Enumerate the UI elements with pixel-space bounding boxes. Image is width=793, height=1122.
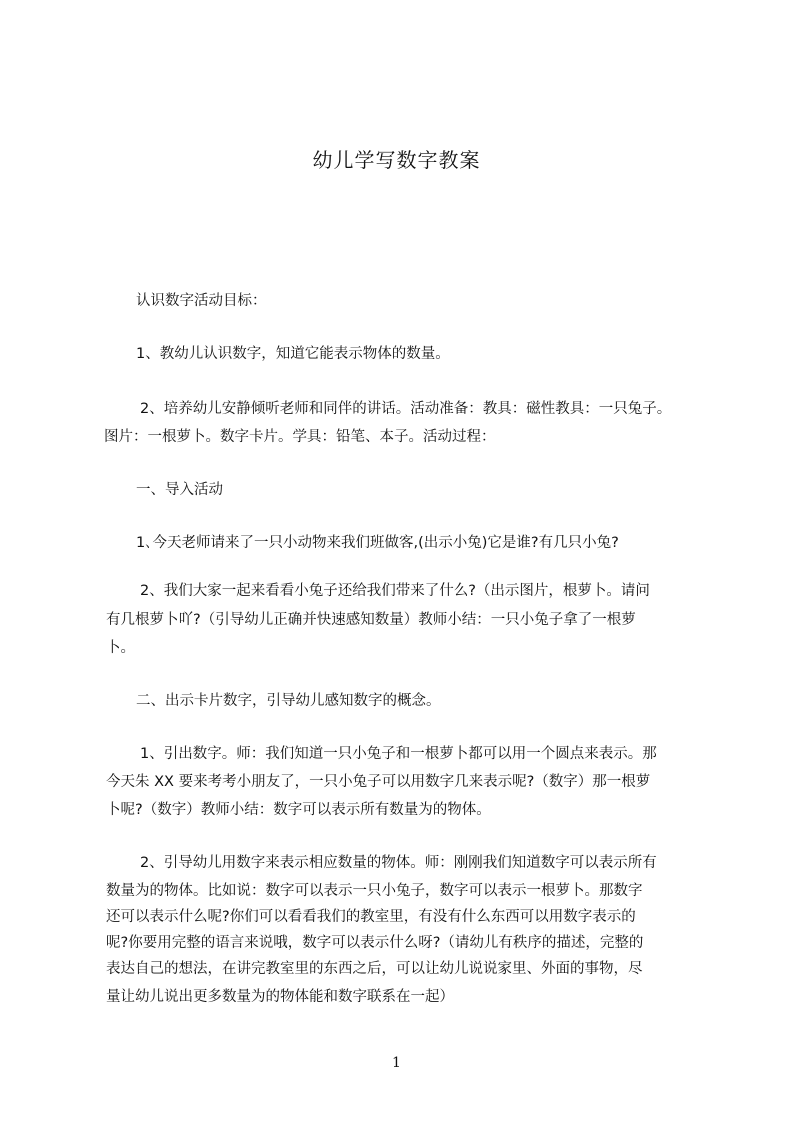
text-line: 卜。 xyxy=(106,640,135,656)
text-line: 今天朱 XX 要来考考小朋友了，一只小兔子可以用数字几来表示呢?（数字）那一根萝 xyxy=(106,774,651,790)
text-line: 还可以表示什么呢?你们可以看看我们的教室里，有没有什么东西可以用数字表示的 xyxy=(106,909,636,925)
document-title: 幼儿学写数字教案 xyxy=(312,148,481,172)
text-line: 呢?你要用完整的语言来说哦，数字可以表示什么呀?（请幼儿有秩序的描述，完整的 xyxy=(106,935,644,951)
text-line: 2、引导幼儿用数字来表示相应数量的物体。师：刚刚我们知道数字可以表示所有 xyxy=(140,855,657,871)
text-line: 1、引出数字。师：我们知道一只小兔子和一根萝卜都可以用一个圆点来表示。那 xyxy=(140,746,657,762)
page-number: 1 xyxy=(392,1055,401,1071)
text-line: 表达自己的想法，在讲完教室里的东西之后，可以让幼儿说说家里、外面的事物，尽 xyxy=(106,961,643,977)
section-heading-2: 二、出示卡片数字，引导幼儿感知数字的概念。 xyxy=(136,693,441,709)
text-line: 2、我们大家一起来看看小兔子还给我们带来了什么?（出示图片，根萝卜。请问 xyxy=(140,583,650,599)
text-line: 数量为的物体。比如说：数字可以表示一只小兔子，数字可以表示一根萝卜。那数字 xyxy=(106,883,643,899)
text-line: 卜呢?（数字）教师小结：数字可以表示所有数量为的物体。 xyxy=(106,802,491,818)
section-1-item-1: 1､今天老师请来了一只小动物来我们班做客,(出示小兔)它是谁?有几只小兔? xyxy=(136,535,619,551)
text-line: 有几根萝卜吖?（引导幼儿正确并快速感知数量）教师小结：一只小兔子拿了一根萝 xyxy=(106,612,636,628)
text-line: 量让幼儿说出更多数量为的物体能和数字联系在一起） xyxy=(106,989,454,1005)
text-line: 2、培养幼儿安静倾听老师和同伴的讲话。活动准备：教具：磁性教具：一只兔子。 xyxy=(140,401,672,417)
goal-item-1: 1、教幼儿认识数字，知道它能表示物体的数量。 xyxy=(136,346,450,362)
section-heading-1: 一、导入活动 xyxy=(136,482,223,498)
goal-heading: 认识数字活动目标： xyxy=(136,293,267,309)
text-line: 图片：一根萝卜。数字卡片。学具：铅笔、本子。活动过程： xyxy=(104,429,496,445)
